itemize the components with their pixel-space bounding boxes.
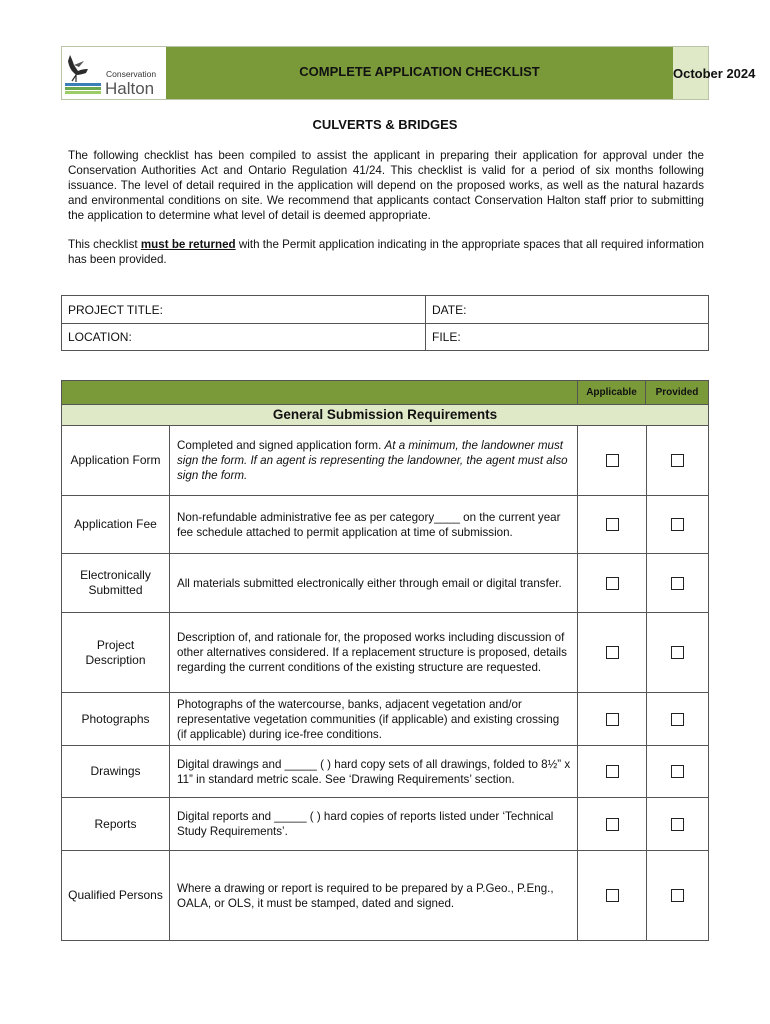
table-row	[61, 426, 709, 496]
row-label: Application Form	[62, 426, 170, 495]
row-description: Non-refundable administrative fee as per category____ on the current year fee schedule attached to permit application at time of submission.	[171, 496, 578, 553]
row-label: Reports	[62, 798, 170, 850]
header-title-block	[166, 47, 673, 99]
document-title: COMPLETE APPLICATION CHECKLIST	[299, 64, 540, 79]
provided-checkbox[interactable]	[671, 518, 684, 531]
applicable-checkbox[interactable]	[606, 818, 619, 831]
table-row	[61, 798, 709, 851]
provided-checkbox[interactable]	[671, 818, 684, 831]
table-row	[61, 496, 709, 554]
provided-column-header: Provided	[655, 387, 699, 398]
row-label: Project Description	[62, 613, 170, 692]
row-description: Where a drawing or report is required to be prepared by a P.Geo., P.Eng., OALA, or OLS, it must be stamped, dated and signed.	[171, 851, 578, 940]
intro-paragraph: The following checklist has been compiled to assist the applicant in preparing their application for approval under the Conservation Authorities Act and Ontario Regulation 41/24. This checklist is valid for a period of six months following issuance. The level of detail required in the application will depend on the proposed works, as well as the natural hazards and environmental conditions on site. We recommend that applicants contact Conservation Halton staff prior to submitting the application to determine what level of detail is deemed appropriate.	[68, 149, 704, 222]
provided-checkbox[interactable]	[671, 889, 684, 902]
applicable-column-header: Applicable	[586, 387, 637, 398]
row-description: Completed and signed application form. At a minimum, the landowner must sign the form. If an agent is representing the landowner, the agent must also sign the form.	[171, 426, 578, 495]
date-field[interactable]: DATE:	[432, 303, 467, 317]
row-description: Digital drawings and _____ ( ) hard copy sets of all drawings, folded to 8½” x 11” in standard metric scale. See ‘Drawing Requirements’ section.	[171, 746, 578, 797]
instruction-before: This checklist	[68, 238, 141, 251]
row-label: Qualified Persons	[62, 851, 170, 940]
section-heading: General Submission Requirements	[61, 405, 709, 426]
row-label: Drawings	[62, 746, 170, 797]
instruction-emphasis: must be returned	[140, 238, 236, 251]
location-field[interactable]: LOCATION:	[68, 330, 132, 344]
document-header	[61, 46, 756, 100]
row-label: Electronically Submitted	[62, 554, 170, 612]
provided-checkbox[interactable]	[671, 577, 684, 590]
conservation-halton-logo	[62, 47, 167, 99]
applicable-checkbox[interactable]	[606, 765, 619, 778]
applicable-checkbox[interactable]	[606, 713, 619, 726]
project-title-field[interactable]: PROJECT TITLE:	[68, 303, 163, 317]
document-subtitle: CULVERTS & BRIDGES	[312, 117, 458, 132]
heron-bird-icon	[62, 47, 166, 99]
row-label: Application Fee	[62, 496, 170, 553]
applicable-checkbox[interactable]	[606, 518, 619, 531]
logo-line2: Halton	[105, 79, 155, 98]
instruction-paragraph	[68, 237, 704, 267]
row-description: Photographs of the watercourse, banks, adjacent vegetation and/or representative vegetation communities (if applicable) and existing crossing (if applicable) during ice-free conditions.	[171, 693, 578, 745]
provided-checkbox[interactable]	[671, 454, 684, 467]
applicable-checkbox[interactable]	[606, 646, 619, 659]
row-description: All materials submitted electronically either through email or digital transfer.	[171, 554, 578, 612]
table-row	[61, 613, 709, 693]
table-row	[61, 554, 709, 613]
provided-checkbox[interactable]	[671, 765, 684, 778]
file-field[interactable]: FILE:	[432, 330, 461, 344]
document-date: October 2024	[673, 66, 756, 81]
table-header-row	[61, 380, 709, 405]
table-row	[61, 851, 709, 941]
row-description: Description of, and rationale for, the proposed works including discussion of other alternatives considered. If a replacement structure is proposed, details regarding the current conditions of the existing structure are requested.	[171, 613, 578, 692]
applicable-checkbox[interactable]	[606, 454, 619, 467]
applicable-checkbox[interactable]	[606, 889, 619, 902]
row-label: Photographs	[62, 693, 170, 745]
logo-line1: Conservation	[106, 69, 157, 79]
row-description: Digital reports and _____ ( ) hard copies of reports listed under ‘Technical Study Requirements’.	[171, 798, 578, 850]
table-row	[61, 746, 709, 798]
applicable-checkbox[interactable]	[606, 577, 619, 590]
header-date-block	[673, 47, 756, 99]
provided-checkbox[interactable]	[671, 713, 684, 726]
table-row	[61, 693, 709, 746]
instruction-after: with the Permit application indicating in the appropriate spaces that all required information has been provided.	[68, 238, 704, 266]
provided-checkbox[interactable]	[671, 646, 684, 659]
project-info-table	[61, 295, 709, 351]
